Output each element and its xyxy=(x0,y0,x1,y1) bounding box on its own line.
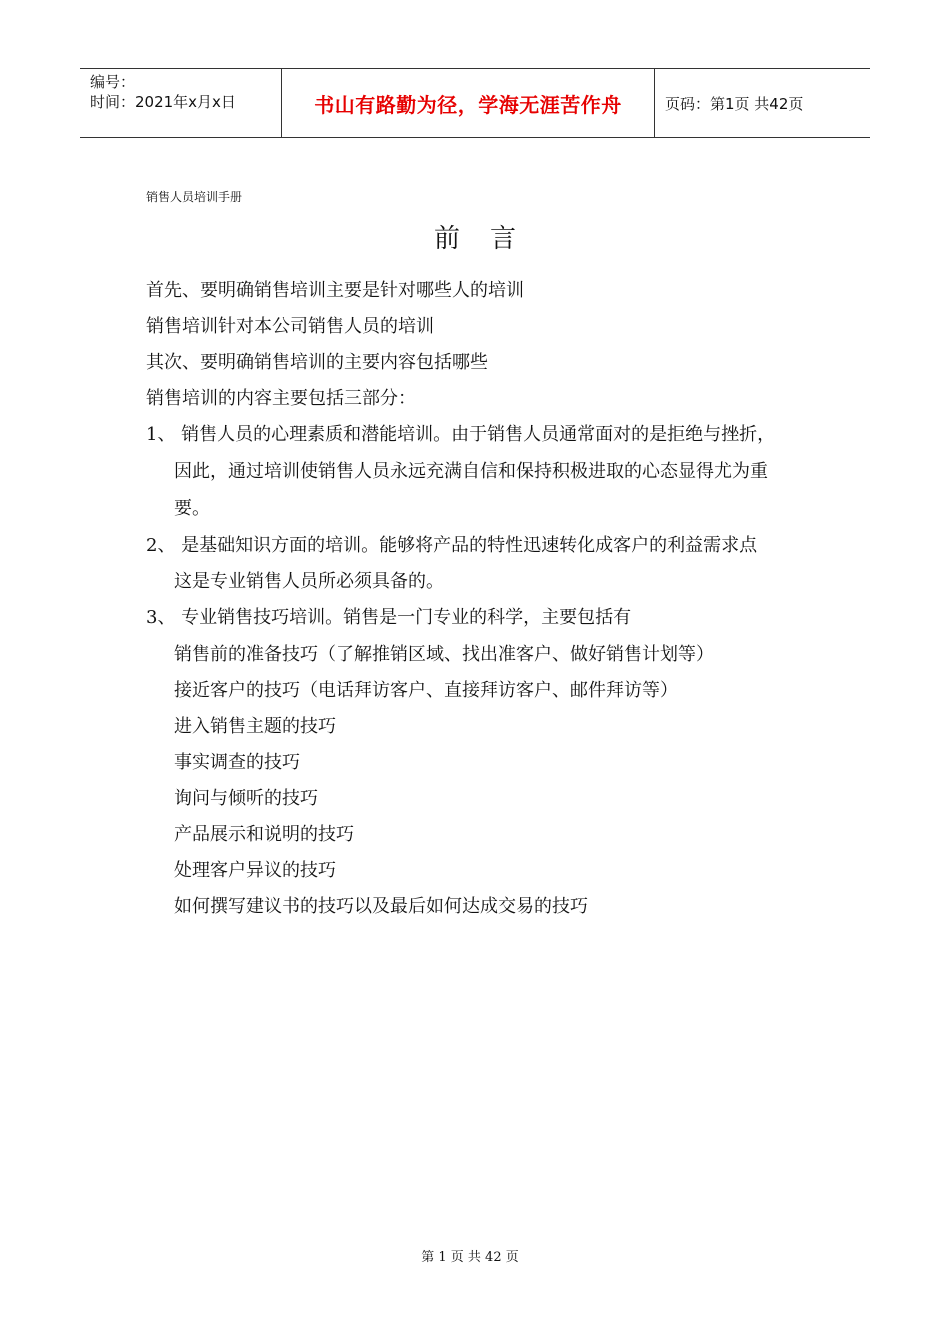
list-item-2-continued: 这是专业销售人员所必须具备的。 xyxy=(174,571,444,592)
header-right-cell xyxy=(655,69,870,137)
sub-item: 产品展示和说明的技巧 xyxy=(174,824,354,845)
sub-item: 进入销售主题的技巧 xyxy=(174,716,336,737)
list-item-3: 3、 专业销售技巧培训。销售是一门专业的科学，主要包括有 xyxy=(146,607,632,628)
list-item-2: 2、 是基础知识方面的培训。能够将产品的特性迅速转化成客户的利益需求点 xyxy=(146,535,758,556)
sub-item: 接近客户的技巧（电话拜访客户、直接拜访客户、邮件拜访等） xyxy=(174,680,678,701)
page-footer: 第 1 页 共 42 页 xyxy=(421,1250,519,1265)
sub-item: 如何撰写建议书的技巧以及最后如何达成交易的技巧 xyxy=(174,896,588,917)
header-table xyxy=(80,68,870,138)
sub-item: 处理客户异议的技巧 xyxy=(174,860,336,881)
list-item-1-continued: 要。 xyxy=(174,498,210,519)
paragraph: 首先、要明确销售培训主要是针对哪些人的培训 xyxy=(146,280,524,301)
serial-label: 编号： xyxy=(90,73,136,91)
page-title: 前言 xyxy=(433,224,546,254)
motto: 书山有路勤为径，学海无涯苦作舟 xyxy=(314,92,622,117)
sub-item: 询问与倾听的技巧 xyxy=(174,788,318,809)
header-left-cell xyxy=(80,69,282,137)
running-head: 销售人员培训手册 xyxy=(146,190,243,204)
header-middle-cell xyxy=(282,69,655,137)
list-item-1: 1、 销售人员的心理素质和潜能培训。由于销售人员通常面对的是拒绝与挫折， xyxy=(146,424,776,445)
time-label: 时间：2021年x月x日 xyxy=(90,93,236,111)
sub-item: 事实调查的技巧 xyxy=(174,752,300,773)
page-info: 页码：第1页 共42页 xyxy=(665,94,804,113)
list-item-1-continued: 因此，通过培训使销售人员永远充满自信和保持积极进取的心态显得尤为重 xyxy=(174,461,768,482)
paragraph: 其次、要明确销售培训的主要内容包括哪些 xyxy=(146,352,488,373)
paragraph: 销售培训的内容主要包括三部分： xyxy=(146,388,416,409)
paragraph: 销售培训针对本公司销售人员的培训 xyxy=(146,316,434,337)
sub-item: 销售前的准备技巧（了解推销区域、找出准客户、做好销售计划等） xyxy=(174,644,714,665)
